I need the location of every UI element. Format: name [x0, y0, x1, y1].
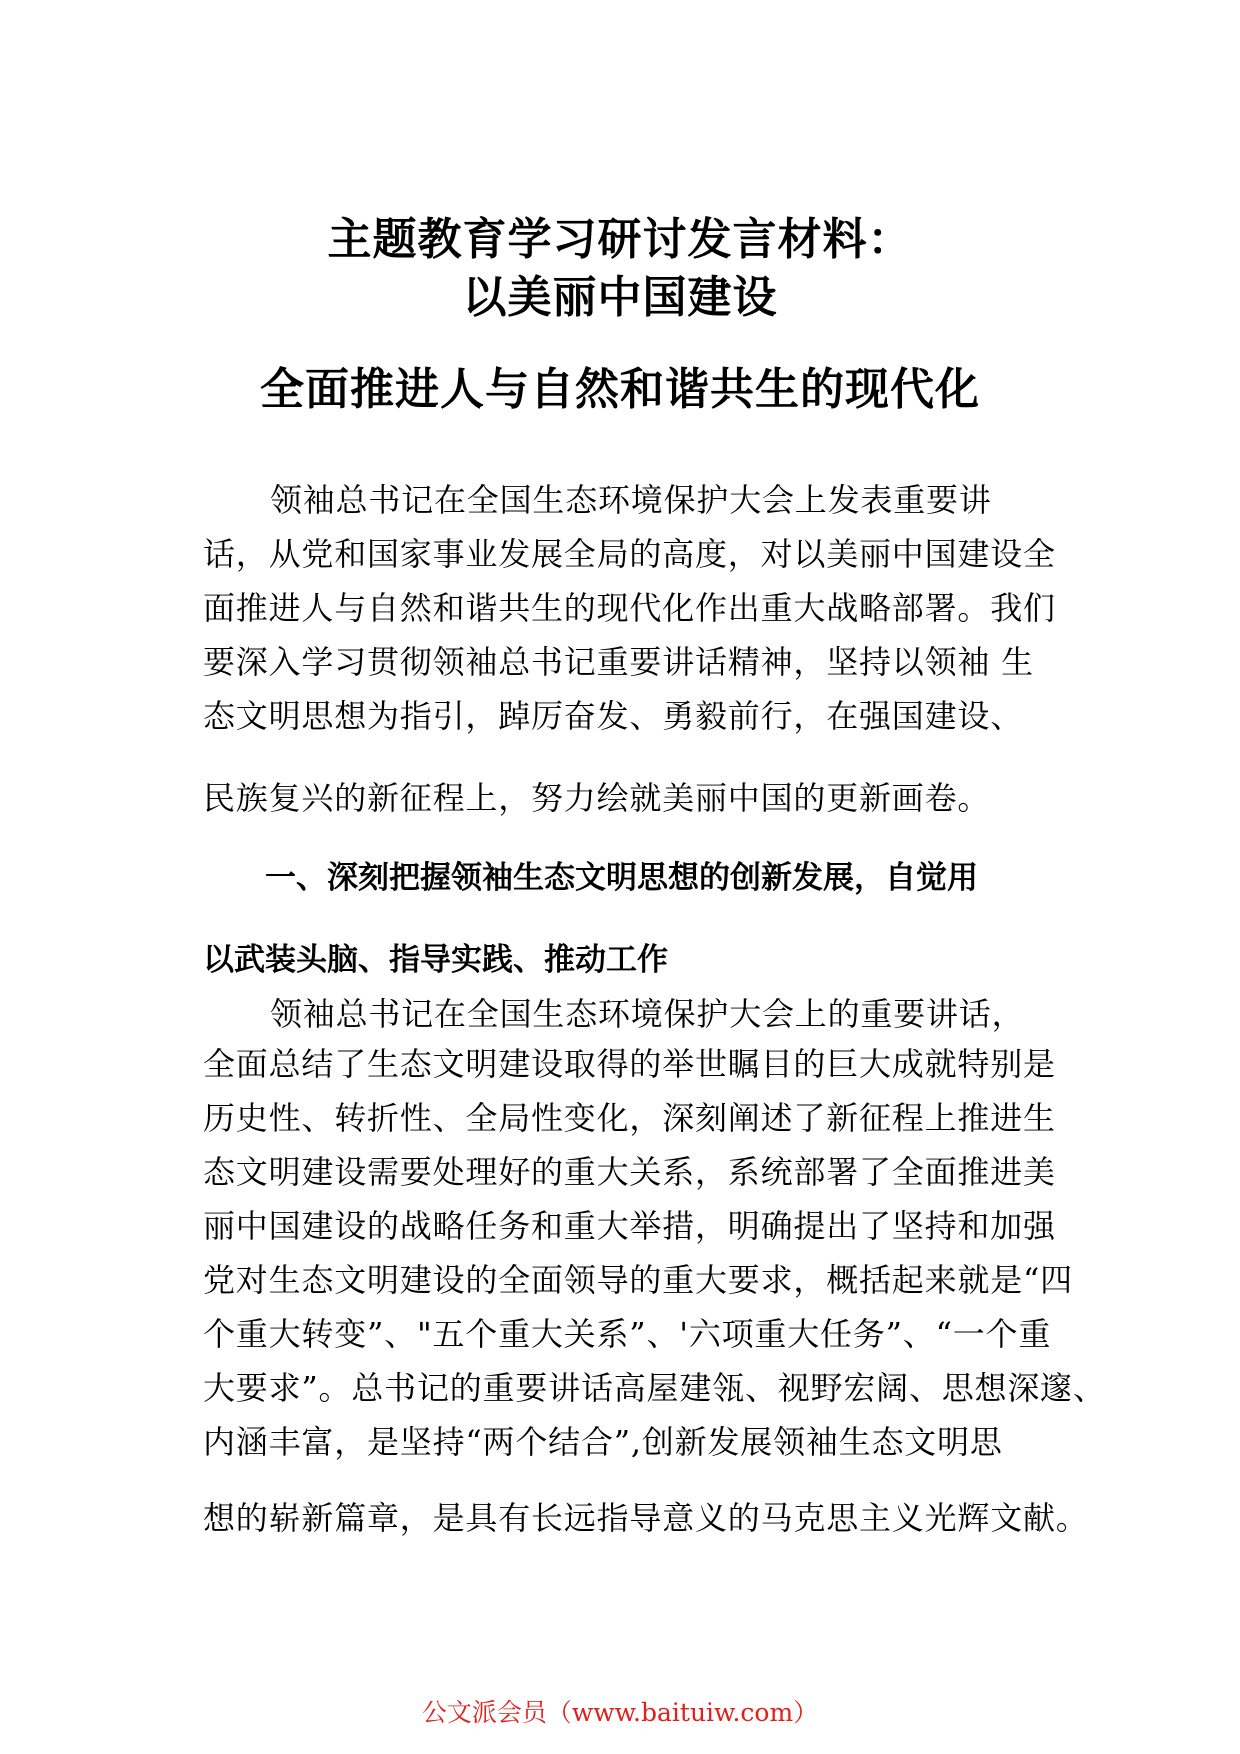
section-heading-line-1: 一、深刻把握领袖生态文明思想的创新发展，自觉用	[265, 860, 978, 896]
intro-line: 民族复兴的新征程上，努力绘就美丽中国的更新画卷。	[203, 779, 991, 817]
body-line: 党对生态文明建设的全面领导的重大要求，概括起来就是“四	[203, 1261, 1073, 1299]
intro-line: 领袖总书记在全国生态环境保护大会上发表重要讲	[270, 481, 992, 519]
intro-line: 要深入学习贯彻领袖总书记重要讲话精神，坚持以领袖 生	[203, 643, 1034, 681]
body-line: 内涵丰富，是坚持“两个结合”,创新发展领袖生态文明思	[203, 1423, 1003, 1461]
body-line: 丽中国建设的战略任务和重大举措，明确提出了坚持和加强	[203, 1207, 1056, 1245]
body-line: 个重大转变”、"五个重大关系”、'六项重大任务”、“一个重	[203, 1315, 1052, 1353]
title-line-3: 全面推进人与自然和谐共生的现代化	[260, 364, 980, 415]
body-line: 想的崭新篇章，是具有长远指导意义的马克思主义光辉文献。	[203, 1499, 1089, 1537]
title-line-2: 以美丽中国建设	[462, 272, 778, 323]
body-line: 态文明建设需要处理好的重大关系，系统部署了全面推进美	[203, 1153, 1056, 1191]
section-heading-line-2: 以武装头脑、指导实践、推动工作	[203, 942, 668, 978]
body-line: 历史性、转折性、全局性变化，深刻阐述了新征程上推进生	[203, 1099, 1056, 1137]
footer-watermark-link[interactable]: 公文派会员（www.baituiw.com）	[421, 1698, 819, 1727]
intro-line: 面推进人与自然和谐共生的现代化作出重大战略部署。我们	[203, 589, 1056, 627]
body-line: 大要求”。总书记的重要讲话高屋建瓴、视野宏阔、思想深邃、	[203, 1369, 1106, 1407]
intro-line: 态文明思想为指引，踔厉奋发、勇毅前行，在强国建设、	[203, 697, 1024, 735]
intro-line: 话，从党和国家事业发展全局的高度，对以美丽中国建设全	[203, 535, 1056, 573]
title-line-1: 主题教育学习研讨发言材料：	[327, 214, 913, 265]
body-line: 领袖总书记在全国生态环境保护大会上的重要讲话，	[270, 995, 1025, 1033]
body-line: 全面总结了生态文明建设取得的举世瞩目的巨大成就特别是	[203, 1045, 1056, 1083]
